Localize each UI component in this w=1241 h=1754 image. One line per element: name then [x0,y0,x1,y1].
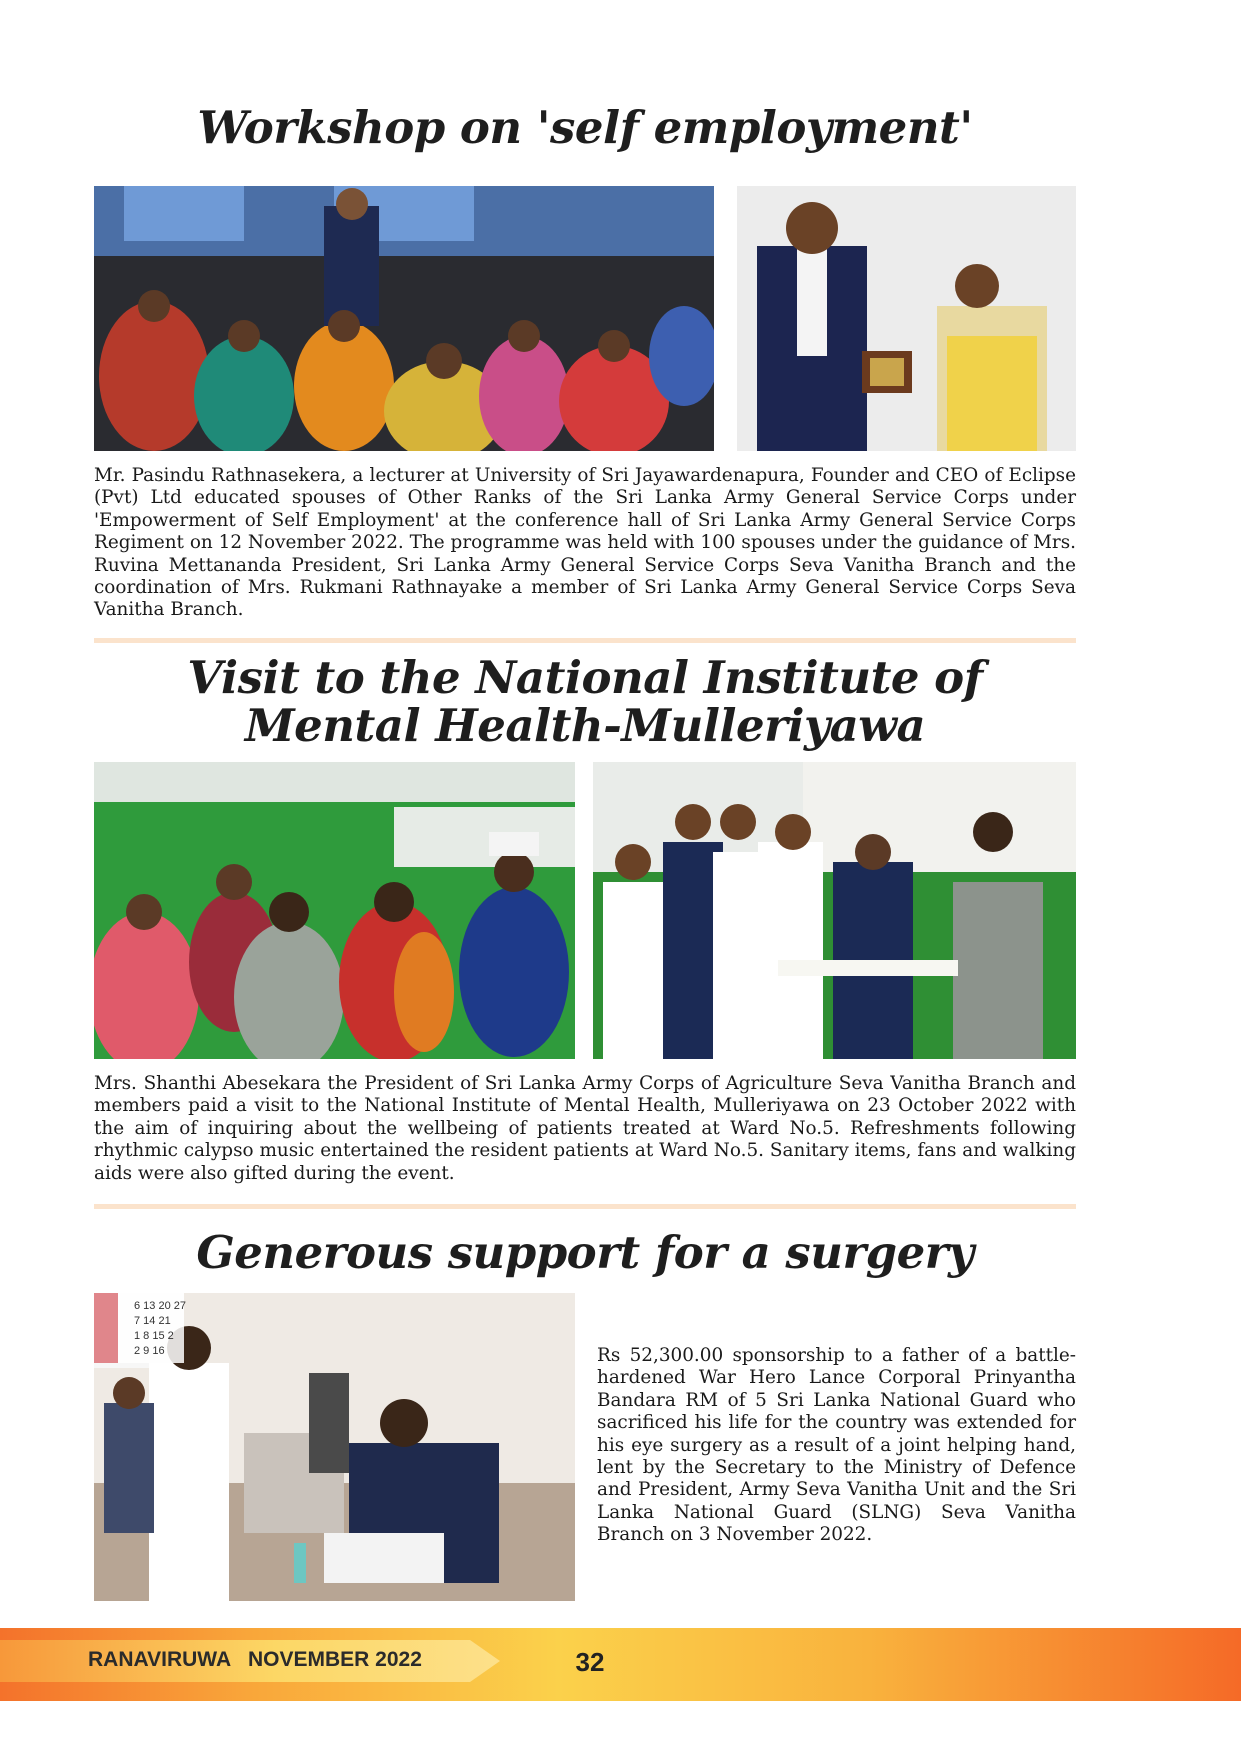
photo-eye-examination [94,1293,575,1601]
section-title-workshop: Workshop on 'self employment' [197,101,973,154]
photo-nurses-handover [593,762,1076,1059]
photo-award-presentation [737,186,1076,451]
calendar-line-2: 7 14 21 [134,1315,171,1327]
page-number: 32 [575,1647,605,1677]
calendar-line-3: 1 8 15 2 [134,1330,174,1342]
footer-magazine-name: RANAVIRUWA [88,1648,232,1671]
footer-issue: NOVEMBER 2022 [248,1648,422,1671]
calendar-line-4: 2 9 16 [134,1345,165,1357]
calendar-line-1: 6 13 20 27 [134,1300,186,1312]
section-divider-2 [94,1204,1076,1209]
surgery-article-text: Rs 52,300.00 sponsorship to a father of a battle-hardened War Hero Lance Corporal Prinyantha Bandara RM of 5 Sri Lanka National Guard who sacrificed his life for the country was extended for his eye surgery as a result of a joint helping hand, lent by the Secretary to the Ministry of Defence and President, Army Seva Vanitha Unit and the Sri Lanka National Guard (SLNG) Seva Vanitha Branch on 3 November 2022. [597,1345,1076,1546]
section-title-mental-health-line1: Visit to the National Institute of [187,651,983,704]
photo-visitors-seated [94,762,575,1059]
section-title-surgery: Generous support for a surgery [196,1226,974,1279]
mental-health-article-text: Mrs. Shanthi Abesekara the President of Sri Lanka Army Corps of Agriculture Seva Vanitha Branch and members paid a visit to the National Institute of Mental Health, Mulleriyawa on 23 October 2022 with the aim of inquiring about the wellbeing of patients treated at Ward No.5. Refreshments following rhythmic calypso music entertained the resident patients at Ward No.5. Sanitary items, fans and walking aids were also gifted during the event. [94,1073,1076,1184]
section-title-mental-health-line2: Mental Health-Mulleriyawa [244,699,926,752]
workshop-article-text: Mr. Pasindu Rathnasekera, a lecturer at University of Sri Jayawardenapura, Founder and CEO of Eclipse (Pvt) Ltd educated spouses of Other Ranks of the Sri Lanka Army General Service Corps under 'Empowerment of Self Employment' at the conference hall of Sri Lanka Army General Service Corps Regiment on 12 November 2022. The programme was held with 100 spouses under the guidance of Mrs. Ruvina Mettananda President, Sri Lanka Army General Service Corps Seva Vanitha Branch and the coordination of Mrs. Rukmani Rathnayake a member of Sri Lanka Army General Service Corps Seva Vanitha Branch. [94,465,1076,621]
photo-workshop-audience [94,186,714,451]
section-divider-1 [94,638,1076,643]
